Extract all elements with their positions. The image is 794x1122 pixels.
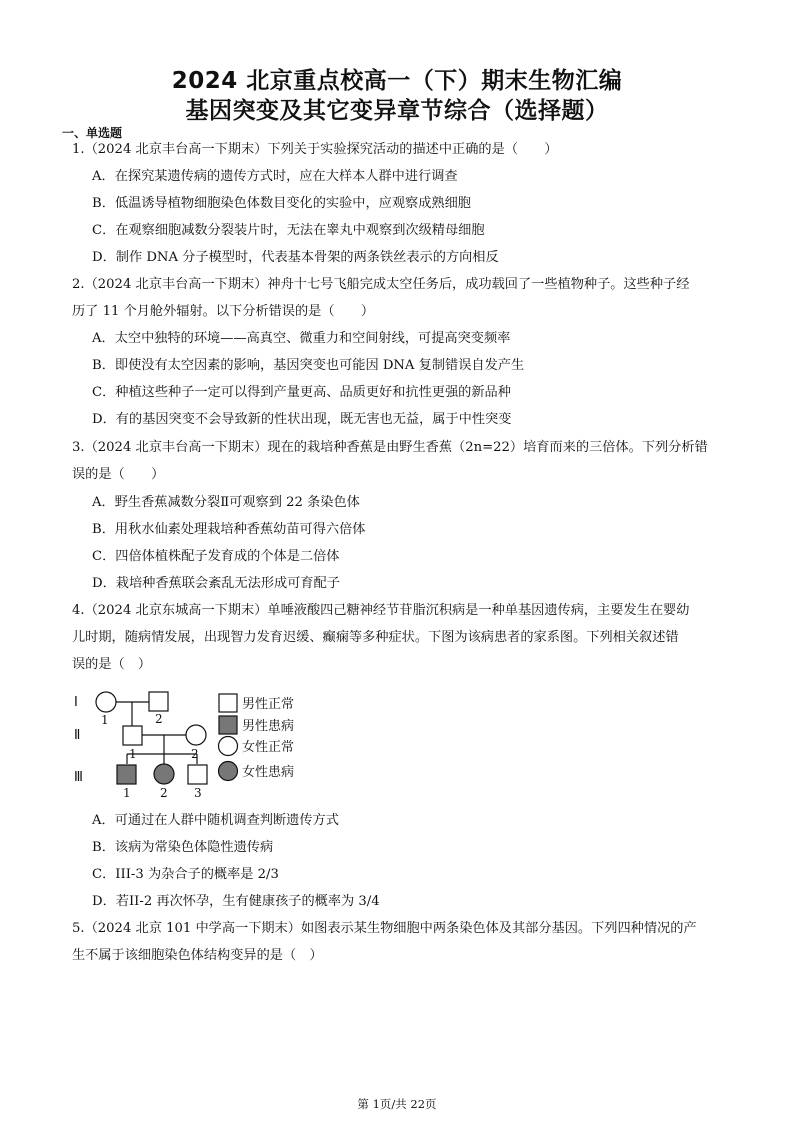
question-1-stem: 1.（2024 北京丰台高一下期末）下列关于实验探究活动的描述中正确的是（ ）	[72, 142, 558, 157]
gen1-male-2	[149, 692, 168, 711]
gen2-number-2: 2	[191, 747, 199, 761]
legend-male-affected-symbol	[219, 716, 237, 734]
question-2-option-d: D．有的基因突变不会导致新的性状出现，既无害也无益，属于中性突变	[92, 412, 512, 427]
question-4-stem: 4.（2024 北京东城高一下期末）单唾液酸四己糖神经节苷脂沉积病是一种单基因遗传病，主要发生在婴幼	[72, 603, 690, 618]
generation-label-1: Ⅰ	[74, 695, 78, 710]
question-4-option-a: A．可通过在人群中随机调查判断遗传方式	[92, 813, 339, 828]
question-2-option-a: A．太空中独特的环境——高真空、微重力和空间射线，可提高突变频率	[92, 331, 511, 346]
gen2-female-2	[186, 725, 206, 745]
legend-male-normal: 男性正常	[242, 697, 295, 712]
page-subtitle: 基因突变及其它变异章节综合（选择题）	[185, 98, 609, 124]
question-3-stem: 3.（2024 北京丰台高一下期末）现在的栽培种香蕉是由野生香蕉（2n=22）培育而来的三倍体。下列分析错	[72, 440, 708, 455]
question-5-stem-cont: 生不属于该细胞染色体结构变异的是（ ）	[72, 948, 323, 963]
legend-male-affected: 男性患病	[242, 719, 295, 734]
legend-female-normal: 女性正常	[242, 740, 295, 755]
gen3-female-2-affected	[154, 764, 174, 784]
question-4-stem-cont2: 误的是（ ）	[72, 657, 152, 672]
question-5-stem: 5.（2024 北京 101 中学高一下期末）如图表示某生物细胞中两条染色体及其部分基因。下列四种情况的产	[72, 921, 697, 936]
question-3-option-a: A．野生香蕉减数分裂Ⅱ可观察到 22 条染色体	[92, 495, 360, 510]
gen3-number-2: 2	[160, 786, 168, 800]
gen1-female-1	[96, 692, 116, 712]
gen3-number-1: 1	[123, 786, 131, 800]
gen3-number-3: 3	[194, 786, 202, 800]
question-2-option-b: B．即使没有太空因素的影响，基因突变也可能因 DNA 复制错误自发产生	[92, 358, 525, 373]
question-1-option-a: A．在探究某遗传病的遗传方式时，应在大样本人群中进行调查	[92, 169, 458, 184]
gen1-number-2: 2	[155, 712, 163, 726]
question-3-option-c: C．四倍体植株配子发育成的个体是二倍体	[92, 549, 340, 564]
legend-female-affected: 女性患病	[242, 765, 295, 780]
question-2-option-c: C．种植这些种子一定可以得到产量更高、品质更好和抗性更强的新品种	[92, 385, 511, 400]
page-footer: 第 1页/共 22页	[357, 1097, 437, 1111]
generation-label-3: Ⅲ	[74, 770, 83, 785]
pedigree-chart	[72, 684, 342, 804]
page-title: 2024 北京重点校高一（下）期末生物汇编	[171, 68, 623, 94]
question-3-option-b: B．用秋水仙素处理栽培种香蕉幼苗可得六倍体	[92, 522, 366, 537]
legend-female-affected-symbol	[219, 762, 238, 781]
question-1-option-d: D．制作 DNA 分子模型时，代表基本骨架的两条铁丝表示的方向相反	[92, 250, 499, 265]
question-4-option-d: D．若II-2 再次怀孕，生有健康孩子的概率为 3/4	[92, 894, 380, 909]
question-3-stem-cont: 误的是（ ）	[72, 467, 165, 482]
gen2-male-1	[123, 726, 142, 745]
gen3-male-3	[188, 765, 207, 784]
generation-label-2: Ⅱ	[74, 728, 81, 743]
question-4-option-b: B．该病为常染色体隐性遗传病	[92, 840, 274, 855]
legend-female-normal-symbol	[219, 737, 238, 756]
question-1-option-c: C．在观察细胞减数分裂装片时，无法在睾丸中观察到次级精母细胞	[92, 223, 485, 238]
legend-male-normal-symbol	[219, 694, 237, 712]
question-1-option-b: B．低温诱导植物细胞染色体数目变化的实验中，应观察成熟细胞	[92, 196, 471, 211]
question-4-option-c: C．III-3 为杂合子的概率是 2/3	[92, 867, 279, 882]
section-heading: 一、单选题	[62, 126, 123, 140]
gen1-number-1: 1	[101, 713, 109, 727]
gen3-male-1-affected	[117, 765, 136, 784]
gen2-number-1: 1	[129, 747, 137, 761]
question-2-stem-cont: 历了 11 个月舱外辐射。以下分析错误的是（ ）	[72, 304, 375, 319]
question-3-option-d: D．栽培种香蕉联会紊乱无法形成可育配子	[92, 576, 340, 591]
question-4-stem-cont: 儿时期，随病情发展，出现智力发育迟缓、癫痫等多种症状。下图为该病患者的家系图。下列相关叙述错	[72, 630, 679, 645]
question-2-stem: 2.（2024 北京丰台高一下期末）神舟十七号飞船完成太空任务后，成功载回了一些植物种子。这些种子经	[72, 277, 690, 292]
